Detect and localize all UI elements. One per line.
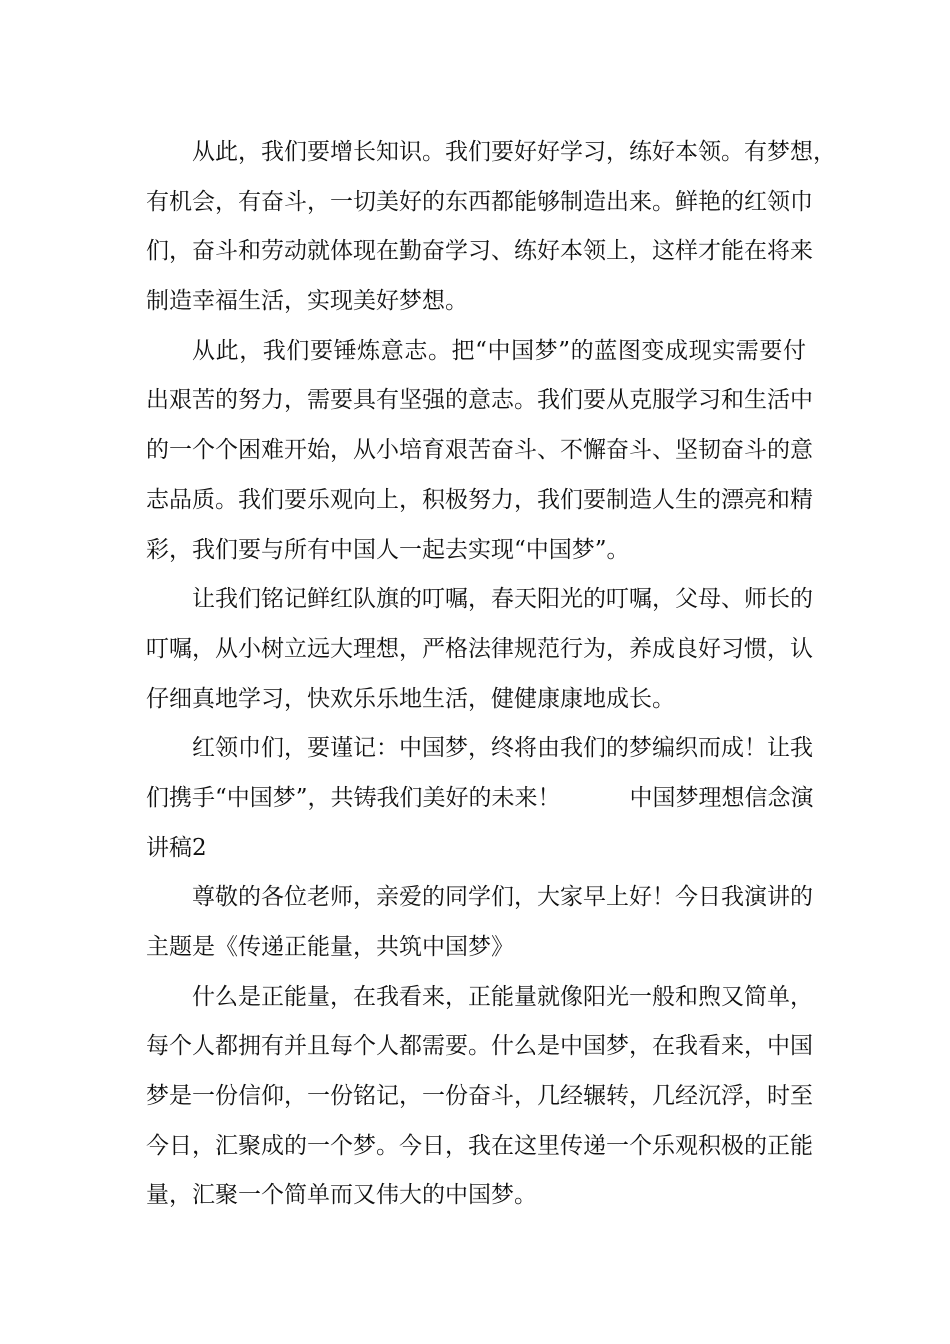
speech-text	[146, 128, 836, 1221]
paragraph-line: 有机会，有奋斗，一切美好的东西都能够制造出来。鲜艳的红领巾	[146, 188, 813, 215]
paragraph-line: 红领巾们，要谨记：中国梦，终将由我们的梦编织而成！让我	[192, 735, 813, 762]
paragraph-line: 们携手“中国梦”，共铸我们美好的未来！ 中国梦理想信念演	[146, 784, 814, 811]
paragraph-line: 从此，我们要锤炼意志。把“中国梦”的蓝图变成现实需要付	[192, 337, 806, 364]
paragraph-line: 量，汇聚一个简单而又伟大的中国梦。	[146, 1182, 537, 1209]
paragraph-line: 仔细真地学习，快欢乐乐地生活，健健康康地成长。	[146, 685, 675, 712]
paragraph-line: 叮嘱，从小树立远大理想，严格法律规范行为，养成良好习惯，认	[146, 635, 813, 662]
paragraph-line: 尊敬的各位老师，亲爱的同学们，大家早上好！今日我演讲的	[192, 884, 813, 911]
paragraph-line: 主题是《传递正能量，共筑中国梦》	[146, 934, 514, 960]
paragraph-line: 们，奋斗和劳动就体现在勤奋学习、练好本领上，这样才能在将来	[146, 238, 813, 265]
paragraph-line: 梦是一份信仰，一份铭记，一份奋斗，几经辗转，几经沉浮，时至	[146, 1083, 813, 1110]
paragraph-line: 今日，汇聚成的一个梦。今日，我在这里传递一个乐观积极的正能	[146, 1132, 813, 1159]
paragraph-line: 志品质。我们要乐观向上，积极努力，我们要制造人生的漂亮和精	[146, 486, 813, 513]
paragraph-line: 的一个个困难开始，从小培育艰苦奋斗、不懈奋斗、坚韧奋斗的意	[146, 437, 813, 464]
paragraph-line: 每个人都拥有并且每个人都需要。什么是中国梦，在我看来，中国	[146, 1033, 813, 1060]
paragraph-line: 彩，我们要与所有中国人一起去实现“中国梦”。	[146, 536, 630, 563]
heading-line: 讲稿2	[146, 834, 207, 861]
paragraph-line: 从此，我们要增长知识。我们要好好学习，练好本领。有梦想，	[192, 139, 836, 165]
paragraph-line: 制造幸福生活，实现美好梦想。	[146, 288, 468, 315]
paragraph-line: 让我们铭记鲜红队旗的叮嘱，春天阳光的叮嘱，父母、师长的	[192, 586, 813, 613]
paragraph-line: 什么是正能量，在我看来，正能量就像阳光一般和煦又简单，	[192, 983, 813, 1010]
paragraph-line: 出艰苦的努力，需要具有坚强的意志。我们要从克服学习和生活中	[146, 387, 813, 414]
